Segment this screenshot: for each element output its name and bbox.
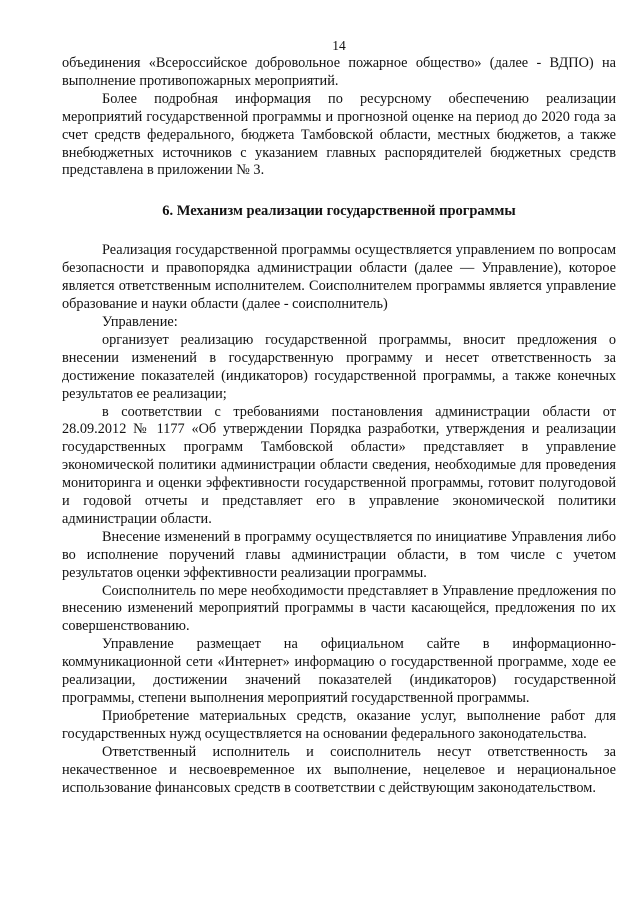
paragraph-implementation: Реализация государственной программы осуществляется управлением по вопросам безопасности и правопорядка администрации области (далее — Управление), которое является ответственным исполнителем. Соисполнителем программы является управление образование и науки области (далее - соисполнитель) bbox=[62, 242, 616, 313]
paragraph-vdpo-continuation: объединения «Всероссийское добровольное пожарное общество» (далее - ВДПО) на выполнение противопожарных мероприятий. bbox=[62, 55, 616, 89]
section-heading: 6. Механизм реализации государственной программы bbox=[162, 203, 516, 220]
page-number: 14 bbox=[332, 38, 346, 53]
paragraph-resolution: в соответствии с требованиями постановления администрации области от 28.09.2012 № 1177 «Об утверждении Порядка разработки, утверждения и реализации государственных программ Тамбовской области» представляет в управление экономической политики администрации области сведения, необходимые для проведения мониторинга и оценки эффективности государственной программы, готовит полугодовой и годовой отчеты и представляет его в управление экономической политики администрации области. bbox=[62, 403, 616, 527]
paragraph-management-label: Управление: bbox=[102, 313, 178, 330]
paragraph-procurement: Приобретение материальных средств, оказание услуг, выполнение работ для государственных нужд осуществляется на основании федерального законодательства. bbox=[62, 707, 616, 742]
paragraph-coexecutor: Соисполнитель по мере необходимости представляет в Управление предложения по внесению изменений мероприятий программы в части касающейся, предложения по их совершенствованию. bbox=[62, 582, 616, 635]
paragraph-organizes: организует реализацию государственной программы, вносит предложения о внесении изменений в государственную программу и несет ответственность за достижение показателей (индикаторов) государственной программы, а также конечных результатов ее реализации; bbox=[62, 331, 616, 402]
paragraph-responsibility: Ответственный исполнитель и соисполнитель несут ответственность за некачественное и несвоевременное их выполнение, нецелевое и нерациональное использование финансовых средств в соответствии с действующим законодательством. bbox=[62, 743, 616, 796]
paragraph-resource-info: Более подробная информация по ресурсному обеспечению реализации мероприятий государственной программы и прогнозной оценке на период до 2020 года за счет средств федерального, бюджета Тамбовской области, местных бюджетов, а также внебюджетных источников с указанием главных распорядителей бюджетных средств представлена в приложении № 3. bbox=[62, 90, 616, 179]
paragraph-amendments: Внесение изменений в программу осуществляется по инициативе Управления либо во исполнение поручений главы администрации области, в том числе с учетом результатов оценки эффективности реализации программы. bbox=[62, 528, 616, 581]
paragraph-internet-publication: Управление размещает на официальном сайте в информационно-коммуникационной сети «Интернет» информацию о государственной программе, ходе ее реализации, достижении значений показателей (индикаторов) государственной программы, степени выполнения мероприятий государственной программы. bbox=[62, 636, 616, 706]
